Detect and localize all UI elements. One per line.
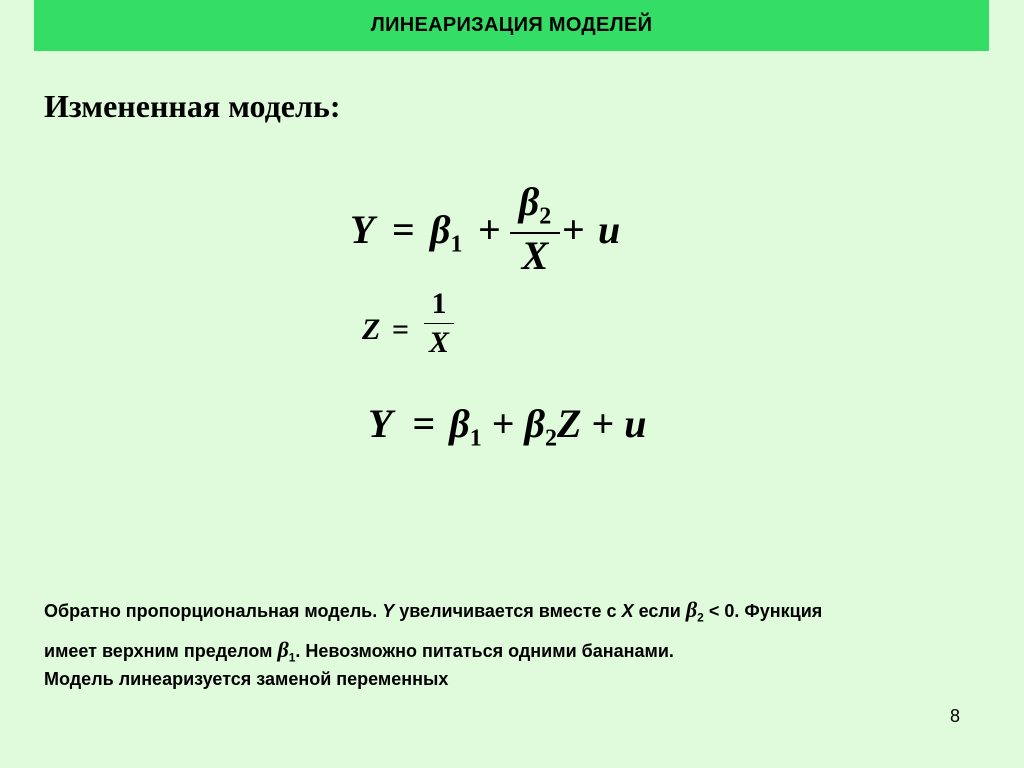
eq1-y: Y (350, 207, 375, 252)
eq2-fraction-bar (424, 323, 454, 324)
eq3-equals: = (412, 401, 436, 446)
eq2-equals: = (392, 313, 410, 346)
eq1-fraction (510, 178, 560, 279)
eq2-z: Z (362, 313, 381, 346)
title-bar (34, 0, 989, 51)
description-paragraph-1: Обратно пропорциональная модель. Y увеличивается вместе с X если $\beta_2 < 0$. Функция имеет верхним пределом $\beta_1$. Невозможно питаться одними бананами. (44, 597, 823, 665)
eq3-plus2: + (591, 401, 615, 446)
slide-title: ЛИНЕАРИЗАЦИЯ МОДЕЛЕЙ (370, 14, 653, 36)
eq3-beta2: $\beta_2$ (524, 401, 558, 452)
eq1-frac-numerator: $\beta_2$ (518, 179, 552, 230)
page-number: 8 (950, 706, 961, 726)
equation-linearized-model (368, 400, 647, 452)
eq3-beta1: $\beta_1$ (449, 401, 482, 452)
eq1-plus: + (478, 207, 501, 252)
eq1-equals: = (392, 207, 415, 252)
eq1-frac-denominator: X (521, 233, 549, 279)
eq1-plus2: + (562, 207, 585, 252)
eq3-plus: + (491, 401, 515, 446)
eq2-numerator: 1 (431, 287, 447, 320)
eq3-u: u (624, 401, 647, 446)
eq2-denominator: X (428, 326, 449, 359)
description-paragraph-2: Модель линеаризуется заменой переменных (44, 669, 449, 689)
eq3-y: Y (368, 401, 393, 446)
eq1-u: u (598, 207, 621, 252)
eq3-z: Z (557, 401, 582, 446)
subtitle: Измененная модель: (44, 88, 341, 124)
eq2-fraction (424, 287, 454, 360)
eq1-beta1: $\beta_1$ (430, 207, 463, 258)
